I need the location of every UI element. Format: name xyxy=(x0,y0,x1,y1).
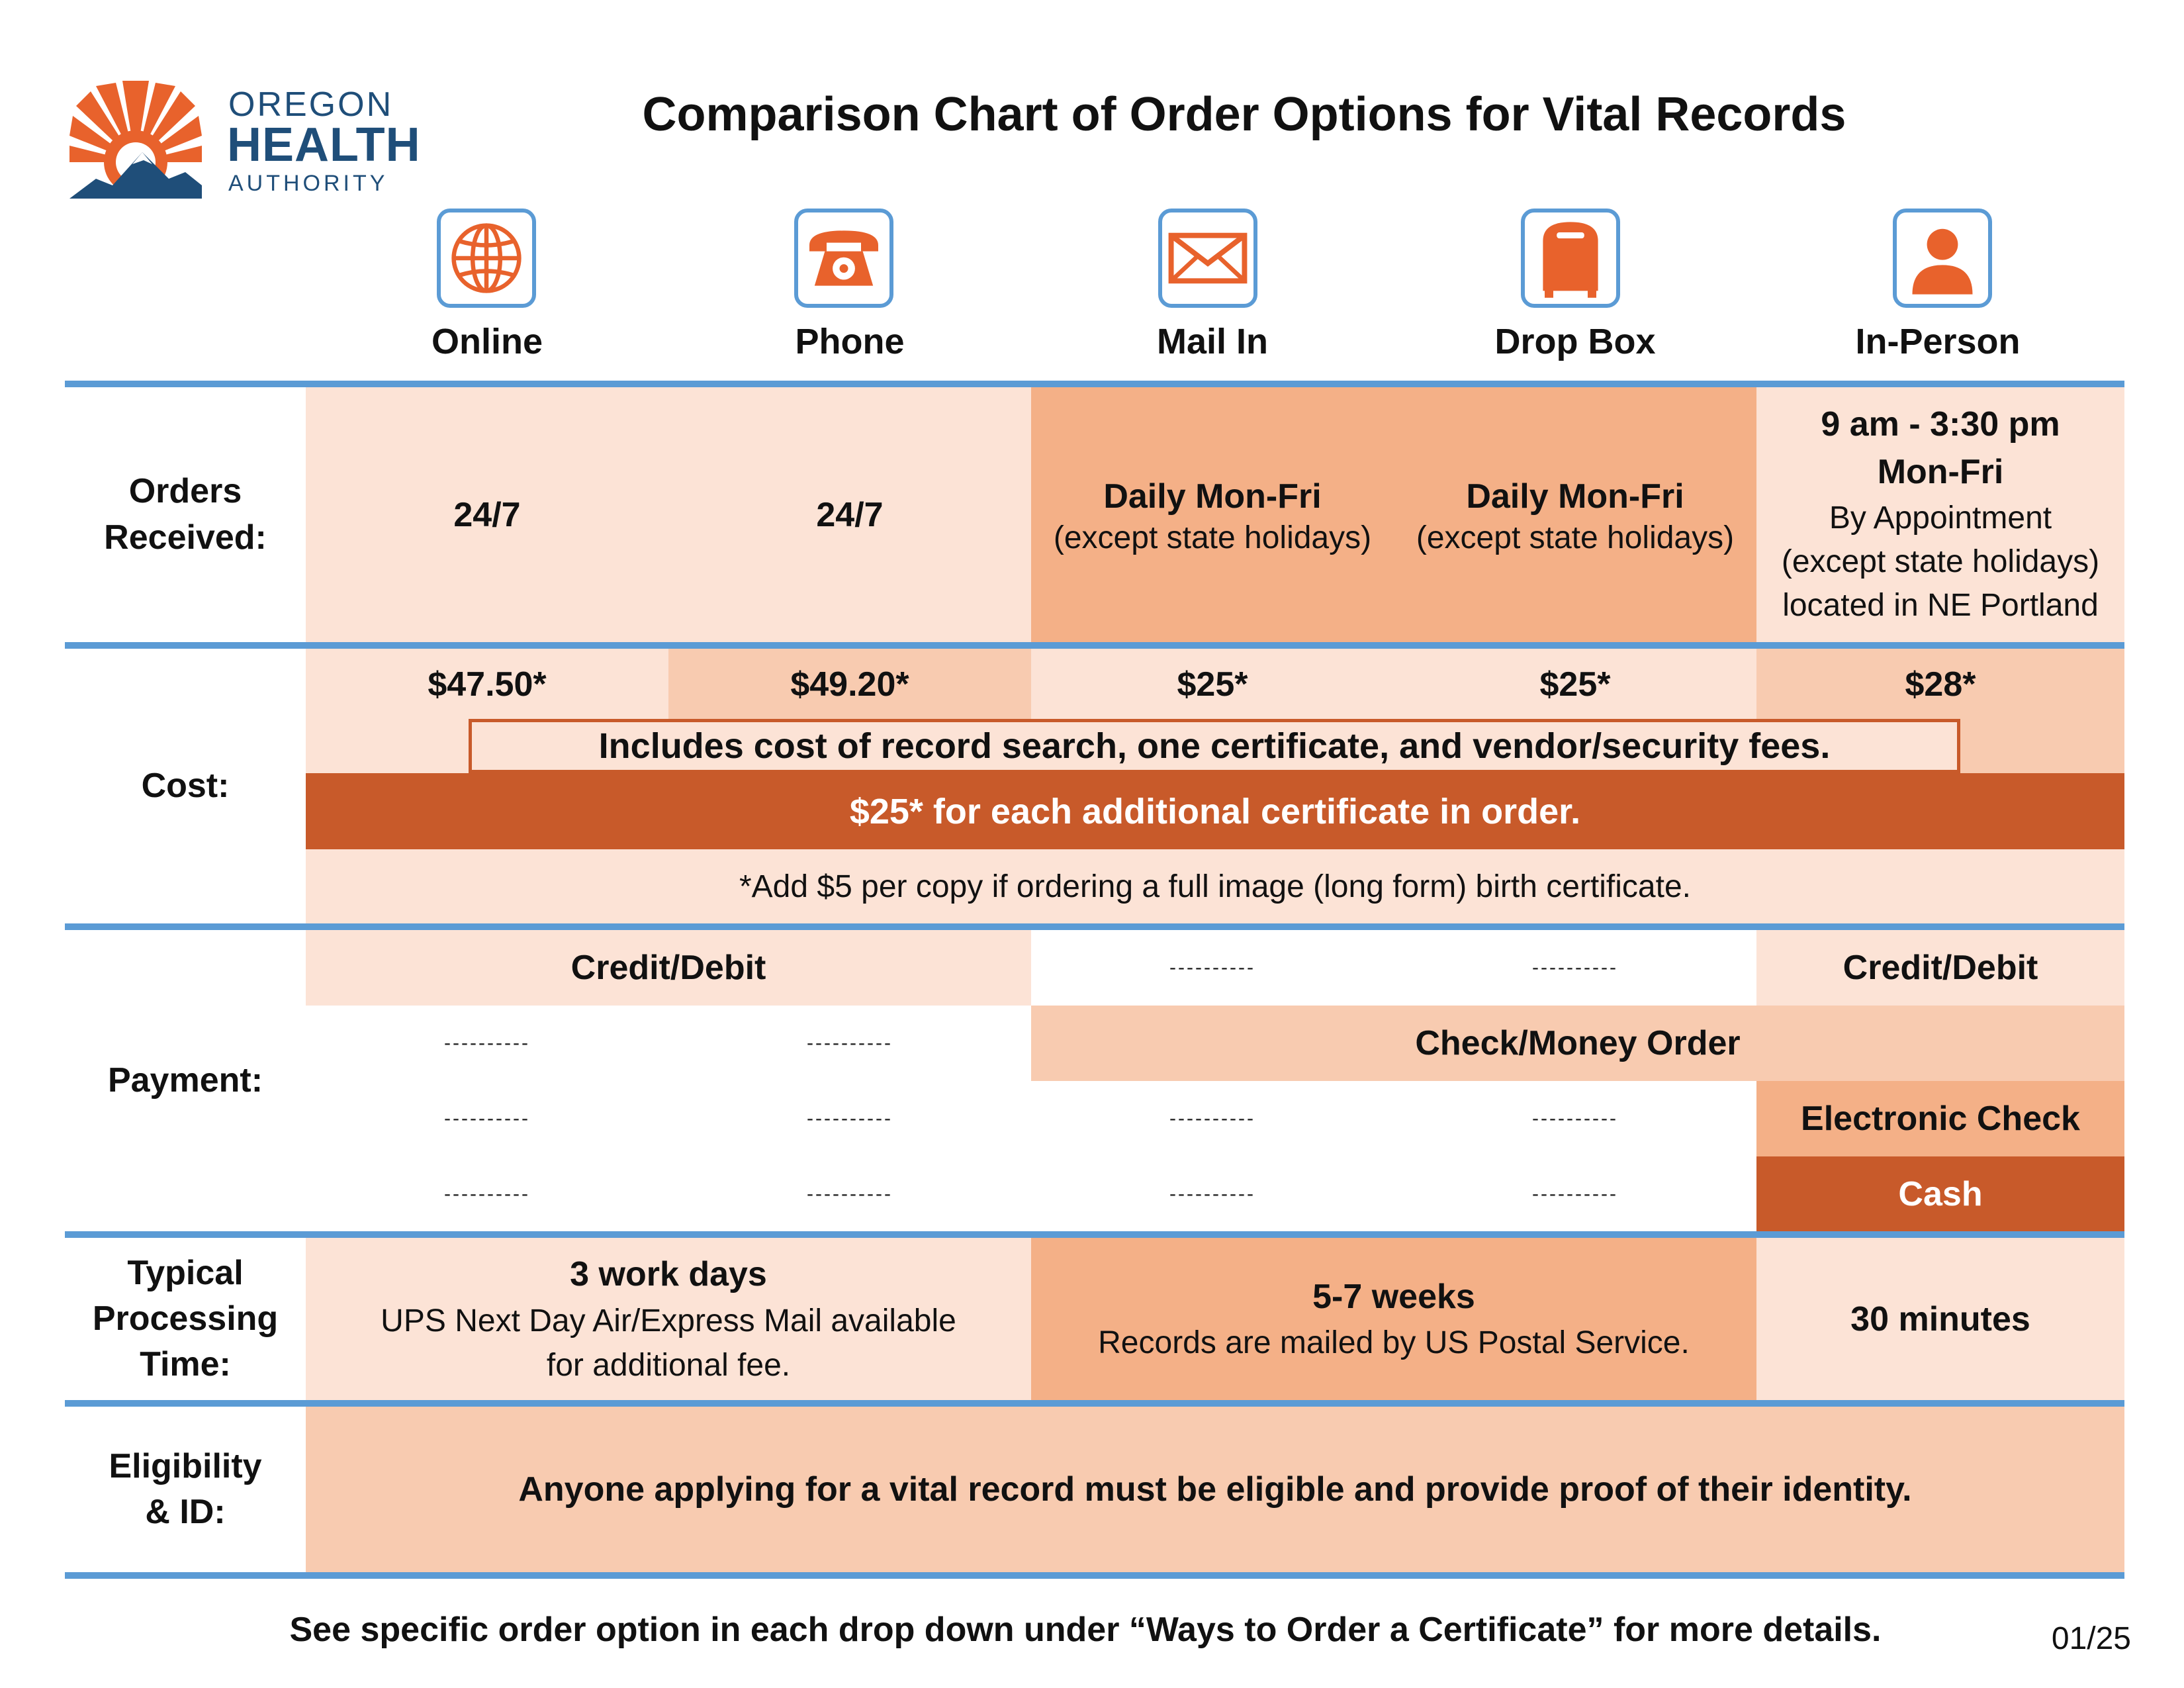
orders-dropbox-cell: Daily Mon-Fri (except state holidays) xyxy=(1394,387,1756,642)
logo-oregon: OREGON xyxy=(228,85,394,124)
processing-online-phone-cell: 3 work days UPS Next Day Air/Express Mail available for additional fee. xyxy=(306,1238,1031,1400)
globe-icon xyxy=(443,215,529,301)
cost-phone-cell: $49.20* xyxy=(668,649,1031,720)
payment-online-check-dash: ---------- xyxy=(444,1032,530,1054)
inperson-icon-box xyxy=(1893,209,1992,308)
orders-mail-cell: Daily Mon-Fri (except state holidays) xyxy=(1031,387,1394,642)
column-header-inperson: In-Person xyxy=(1855,322,2021,361)
mail-icon-box xyxy=(1158,209,1257,308)
payment-dropbox-credit-dash: ---------- xyxy=(1532,957,1618,978)
divider-rule xyxy=(65,642,2124,649)
cost-includes-box: Includes cost of record search, one certificate, and vendor/security fees. xyxy=(469,719,1960,773)
dropbox-icon-box xyxy=(1521,209,1620,308)
drop-box-icon xyxy=(1527,215,1614,301)
cost-mail-cell: $25* xyxy=(1031,649,1394,720)
payment-electronic-check: Electronic Check xyxy=(1756,1081,2124,1156)
cost-online-cell: $47.50* xyxy=(306,649,668,720)
column-header-online: Online xyxy=(431,322,543,361)
cost-dropbox-cell: $25* xyxy=(1394,649,1756,720)
row-label-processing: Typical Processing Time: xyxy=(92,1253,279,1384)
payment-credit-debit-inperson: Credit/Debit xyxy=(1756,930,2124,1006)
column-header-phone: Phone xyxy=(795,322,905,361)
person-icon xyxy=(1899,215,1985,301)
envelope-icon xyxy=(1164,214,1251,302)
telephone-icon xyxy=(801,215,887,301)
row-label-cost: Cost: xyxy=(141,766,230,805)
row-label-payment: Payment: xyxy=(107,1060,263,1100)
divider-rule xyxy=(65,1572,2124,1579)
row-label-eligibility: Eligibility & ID: xyxy=(109,1446,262,1531)
orders-inperson-cell: 9 am - 3:30 pm Mon-Fri By Appointment (except state holidays) located in NE Portland xyxy=(1756,387,2124,642)
payment-dropbox-cash-dash: ---------- xyxy=(1532,1182,1618,1205)
eligibility-cell: Anyone applying for a vital record must be eligible and provide proof of their identity. xyxy=(306,1407,2124,1572)
payment-cash: Cash xyxy=(1756,1156,2124,1231)
processing-inperson-cell: 30 minutes xyxy=(1756,1238,2124,1400)
processing-mail-dropbox-cell: 5-7 weeks Records are mailed by US Postal Service. xyxy=(1031,1238,1756,1400)
column-header-dropbox: Drop Box xyxy=(1494,322,1656,361)
logo-health: HEALTH xyxy=(227,118,421,171)
divider-rule xyxy=(65,1400,2124,1407)
phone-icon-box xyxy=(794,209,893,308)
logo-authority: AUTHORITY xyxy=(228,171,388,196)
payment-mail-credit-dash: ---------- xyxy=(1169,957,1255,978)
divider-rule xyxy=(65,381,2124,387)
divider-rule xyxy=(65,923,2124,930)
footer-date: 01/25 xyxy=(2051,1621,2131,1656)
payment-credit-debit-online-phone: Credit/Debit xyxy=(306,930,1031,1006)
payment-online-cash-dash: ---------- xyxy=(444,1182,530,1205)
payment-online-echeck-dash: ---------- xyxy=(444,1107,530,1129)
sunburst-mountain-icon xyxy=(69,79,202,199)
divider-rule xyxy=(65,1231,2124,1238)
payment-check-money-order: Check/Money Order xyxy=(1031,1006,2124,1081)
orders-phone-cell: 24/7 xyxy=(668,387,1031,642)
payment-mail-echeck-dash: ---------- xyxy=(1169,1107,1255,1129)
cost-additional-bar: $25* for each additional certificate in order. xyxy=(306,773,2124,849)
column-header-mail: Mail In xyxy=(1156,322,1268,361)
payment-phone-echeck-dash: ---------- xyxy=(807,1107,893,1129)
payment-mail-cash-dash: ---------- xyxy=(1169,1182,1255,1205)
row-label-orders-received: Orders Received: xyxy=(104,472,267,557)
payment-dropbox-echeck-dash: ---------- xyxy=(1532,1107,1618,1129)
orders-online-cell: 24/7 xyxy=(306,387,668,642)
footer-note: See specific order option in each drop down under “Ways to Order a Certificate” for more details. xyxy=(289,1611,1882,1649)
payment-phone-cash-dash: ---------- xyxy=(807,1182,893,1205)
payment-phone-check-dash: ---------- xyxy=(807,1032,893,1054)
online-icon-box xyxy=(437,209,536,308)
cost-inperson-cell: $28* xyxy=(1756,649,2124,720)
oha-logo xyxy=(69,79,427,199)
page-title: Comparison Chart of Order Options for Vital Records xyxy=(642,88,1846,141)
cost-footnote-cell: *Add $5 per copy if ordering a full image (long form) birth certificate. xyxy=(306,849,2124,923)
